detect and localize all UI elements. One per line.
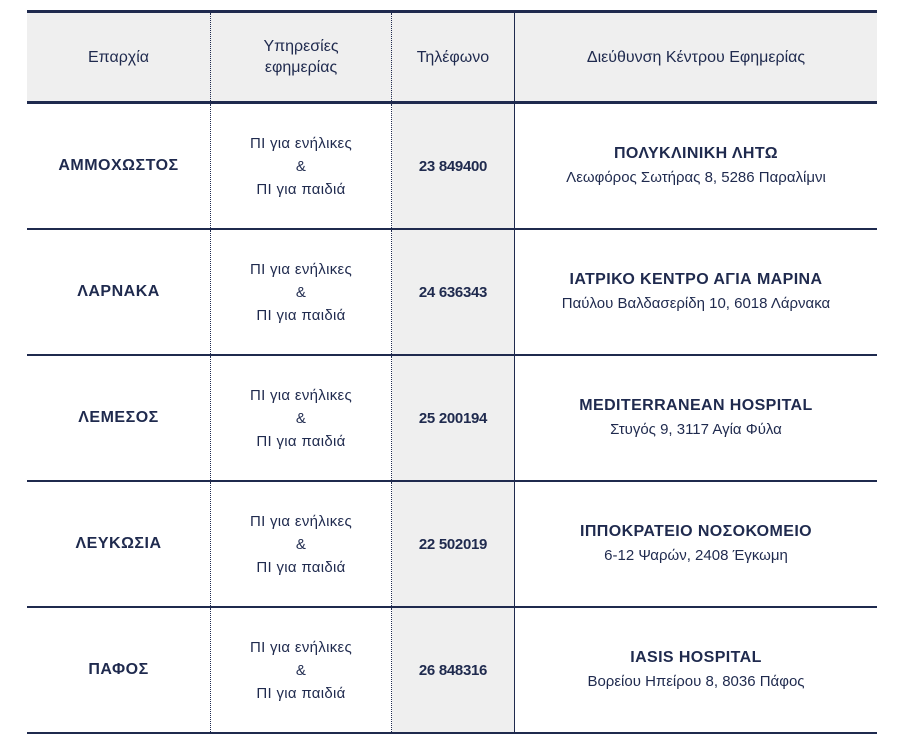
area-name: ΠΑΦΟΣ bbox=[88, 661, 149, 678]
services-cell bbox=[210, 104, 392, 228]
services-cell bbox=[210, 608, 392, 732]
address-cell bbox=[515, 104, 877, 228]
service-ampersand: & bbox=[295, 157, 307, 175]
center-address: 6-12 Ψαρών, 2408 Έγκωμη bbox=[604, 547, 788, 564]
center-name: ΠΟΛΥΚΛΙΝΙΚΗ ΛΗΤΩ bbox=[613, 145, 779, 162]
area-name: ΛΕΜΕΣΟΣ bbox=[78, 409, 159, 426]
center-address: Λεωφόρος Σωτήρας 8, 5286 Παραλίμνι bbox=[566, 169, 826, 186]
phone-cell bbox=[392, 482, 515, 606]
table-row bbox=[27, 104, 877, 228]
on-call-table bbox=[27, 10, 877, 734]
table-row bbox=[27, 608, 877, 732]
center-name: MEDITERRANEAN HOSPITAL bbox=[579, 397, 813, 414]
table-bottom-border bbox=[27, 732, 877, 734]
table-header-row bbox=[27, 13, 877, 101]
service-ampersand: & bbox=[295, 535, 307, 553]
area-cell bbox=[27, 356, 210, 480]
service-ampersand: & bbox=[295, 409, 307, 427]
services-cell bbox=[210, 230, 392, 354]
phone-number: 24 636343 bbox=[418, 283, 488, 301]
service-adults: ΠΙ για ενήλικες bbox=[249, 512, 353, 530]
service-adults: ΠΙ για ενήλικες bbox=[249, 386, 353, 404]
service-adults: ΠΙ για ενήλικες bbox=[249, 638, 353, 656]
service-children: ΠΙ για παιδιά bbox=[256, 558, 346, 576]
phone-number: 23 849400 bbox=[418, 157, 488, 175]
address-cell bbox=[515, 608, 877, 732]
table-row bbox=[27, 482, 877, 606]
phone-cell bbox=[392, 104, 515, 228]
header-area bbox=[27, 13, 210, 101]
area-cell bbox=[27, 482, 210, 606]
service-ampersand: & bbox=[295, 661, 307, 679]
phone-cell bbox=[392, 356, 515, 480]
address-cell bbox=[515, 356, 877, 480]
address-cell bbox=[515, 230, 877, 354]
header-services-label-line1: Υπηρεσίες bbox=[263, 38, 339, 55]
header-address bbox=[515, 13, 877, 101]
center-name: ΙΠΠΟΚΡΑΤΕΙΟ ΝΟΣΟΚΟΜΕΙΟ bbox=[579, 523, 813, 540]
header-address-label: Διεύθυνση Κέντρου Εφημερίας bbox=[586, 48, 806, 66]
services-cell bbox=[210, 482, 392, 606]
phone-cell bbox=[392, 230, 515, 354]
phone-number: 22 502019 bbox=[418, 535, 488, 553]
center-name: ΙΑΤΡΙΚΟ ΚΕΝΤΡΟ ΑΓΙΑ ΜΑΡΙΝΑ bbox=[569, 271, 823, 288]
phone-number: 25 200194 bbox=[418, 409, 488, 427]
center-address: Στυγός 9, 3117 Αγία Φύλα bbox=[610, 421, 782, 438]
service-children: ΠΙ για παιδιά bbox=[256, 684, 346, 702]
service-children: ΠΙ για παιδιά bbox=[256, 306, 346, 324]
area-name: ΑΜΜΟΧΩΣΤΟΣ bbox=[58, 157, 179, 174]
area-cell bbox=[27, 230, 210, 354]
service-ampersand: & bbox=[295, 283, 307, 301]
phone-number: 26 848316 bbox=[418, 661, 488, 679]
table-row bbox=[27, 230, 877, 354]
service-adults: ΠΙ για ενήλικες bbox=[249, 260, 353, 278]
service-adults: ΠΙ για ενήλικες bbox=[249, 134, 353, 152]
center-address: Παύλου Βαλδασερίδη 10, 6018 Λάρνακα bbox=[561, 295, 831, 312]
service-children: ΠΙ για παιδιά bbox=[256, 180, 346, 198]
header-phone-label: Τηλέφωνο bbox=[416, 48, 490, 66]
area-name: ΛΑΡΝΑΚΑ bbox=[77, 283, 160, 300]
header-services-label-line2: εφημερίας bbox=[264, 59, 338, 76]
services-cell bbox=[210, 356, 392, 480]
header-phone bbox=[392, 13, 515, 101]
area-cell bbox=[27, 104, 210, 228]
header-services bbox=[210, 13, 392, 101]
center-address: Βορείου Ηπείρου 8, 8036 Πάφος bbox=[587, 673, 805, 690]
address-cell bbox=[515, 482, 877, 606]
area-name: ΛΕΥΚΩΣΙΑ bbox=[75, 535, 162, 552]
service-children: ΠΙ για παιδιά bbox=[256, 432, 346, 450]
area-cell bbox=[27, 608, 210, 732]
center-name: IASIS HOSPITAL bbox=[630, 649, 762, 666]
table-row bbox=[27, 356, 877, 480]
phone-cell bbox=[392, 608, 515, 732]
header-area-label: Επαρχία bbox=[87, 48, 150, 66]
